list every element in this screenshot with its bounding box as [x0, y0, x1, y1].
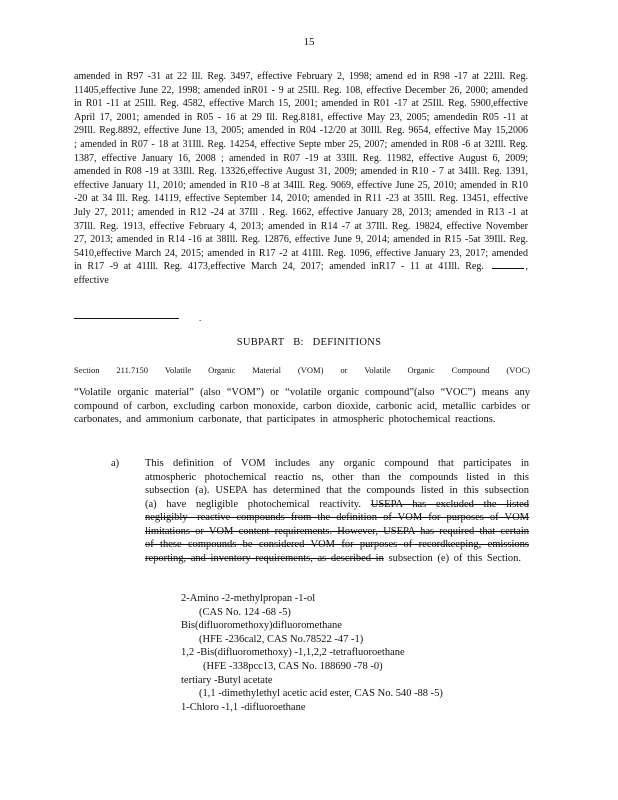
definition-paragraph: “Volatile organic material” (also “VOM”) or “volatile organic compound”(also “VOC”) means any compound of carbon, excluding carbon monoxide, carbon dioxide, carbonic acid, metallic carbides or carbonates, and ammonium carbonate, that participates in atmospheric photochemical reactions.	[74, 387, 530, 425]
section-heading-word: (VOM)	[297, 365, 324, 375]
section-heading	[74, 364, 530, 378]
compound-name: Bis(difluoromethoxy)difluoromethane	[181, 620, 342, 632]
compound-cas: (1,1 -dimethylethyl acetic acid ester, CAS No. 540 -88 -5)	[199, 688, 443, 700]
blank-register-page-line	[492, 268, 524, 269]
compound-name: 1-Chloro -1,1 -difluoroethane	[181, 701, 306, 713]
deleted-text: USEPA has excluded the listed negligibly- reactive compounds from the definition of VOM for purposes of VOM limitations or VOM content requirements. However, USEPA has required that certain of these compounds be considered VOM for purposes of recordkeeping, emissions reporting, and inventory requirements, as described in	[145, 498, 530, 564]
compound-name: 2-Amino -2-methylpropan -1-ol	[181, 593, 316, 604]
effective-date-period: .	[199, 313, 202, 323]
section-heading-word: Material	[252, 365, 282, 375]
page-number: 15	[303, 36, 315, 48]
subsection-a-paragraph	[145, 457, 529, 565]
amendment-history	[74, 70, 528, 288]
amendment-history-tail: , effective	[74, 261, 528, 286]
section-heading-word: Organic	[208, 365, 236, 375]
section-heading-word: Volatile	[364, 365, 391, 375]
section-heading-word: 211.7150	[116, 365, 148, 375]
compound-list	[181, 592, 443, 714]
section-heading-word: or	[340, 365, 348, 375]
section-heading-word: Compound	[451, 365, 490, 375]
subsection-a-label: a)	[111, 458, 120, 469]
section-heading-word: (VOC)	[506, 365, 530, 375]
compound-name: 1,2 -Bis(difluoromethoxy) -1,1,2,2 -tetrafluoroethane	[181, 647, 405, 659]
effective-date-blank-line	[74, 318, 179, 319]
compound-name: tertiary -Butyl acetate	[181, 674, 273, 686]
section-heading-word: Volatile	[164, 365, 192, 375]
subpart-heading: SUBPART B: DEFINITIONS	[236, 337, 382, 348]
compound-cas: (HFE -236cal2, CAS No.78522 -47 -1)	[199, 633, 364, 645]
amendment-history-text: amended in R97 -31 at 22 Ill. Reg. 3497, effective February 2, 1998; amend ed in R98 -17 at 22Ill. Reg. 11405,effective June 22, 1998; amended inR01 - 9 at 25Ill. Reg. 108, effective December 26, 2000; amended in R01 -11 at 25Ill. Reg. 4582, effective March 15, 2001; amended in R01 -17 at 25Ill. Reg. 5900,effective April 17, 2001; amended in R05 - 16 at 29 Ill. Reg.8181, effective May 23, 2005; amendedin R05 -11 at 29Ill. Reg.8892, effective June 13, 2005; amended in R04 -12/20 at 30Ill. Reg. 9654, effective May 15,2006 ; amended in R07 - 18 at 31Ill. Reg. 14254, effective Septe mber 25, 2007; amended in R08 -6 at 32Ill. Reg. 1387, effective January 16, 2008 ; amended in R07 -19 at 33Ill. Reg. 11982, effective August 6, 2009; amended in R08 -19 at 33Ill. Reg. 13326,effective August 31, 2009; amended in R10 - 7 at 34Ill. Reg. 1391, effective January 11, 2010; amended in R10 -8 at 34Ill. Reg. 9069, effective June 25, 2010; amended in R10 -20 at 34 Ill. Reg. 14119, effective September 14, 2010; amended in R11 -23 at 35Ill. Reg. 13451, effective July 27, 2011; amended in R12 -24 at 37Ill . Reg. 1662, effective January 28, 2013; amended in R13 -1 at 37Ill. Reg. 1913, effective February 4, 2013; amended in R14 -7 at 37Ill. Reg. 19824, effective November 27, 2013; amended in R14 -16 at 38Ill. Reg. 12876, effective June 9, 2014; amended in R15 -5at 39Ill. Reg. 5410,effective March 24, 2015; amended in R17 -2 at 41Ill. Reg. 1096, effective January 23, 2017; amended in R17 -9 at 41Ill. Reg. 4173,effective March 24, 2017; amended inR17 - 11 at 41Ill. Reg.	[74, 71, 528, 273]
compound-cas: (CAS No. 124 -68 -5)	[199, 606, 291, 618]
subsection-a-tail: subsection (e) of this Section.	[388, 552, 522, 564]
subsection-a-text: This definition of VOM includes any organic compound that participates in atmospheric photochemical reactio ns, other than the compounds listed in this subsection (a). USEPA has determined that the compounds listed in this subsection (a) have negligible photochemical reactivity.	[145, 458, 529, 510]
compound-cas: (HFE -338pcc13, CAS No. 188690 -78 -0)	[203, 660, 383, 672]
section-heading-word: Organic	[407, 365, 435, 375]
section-heading-word: Section	[74, 365, 100, 375]
